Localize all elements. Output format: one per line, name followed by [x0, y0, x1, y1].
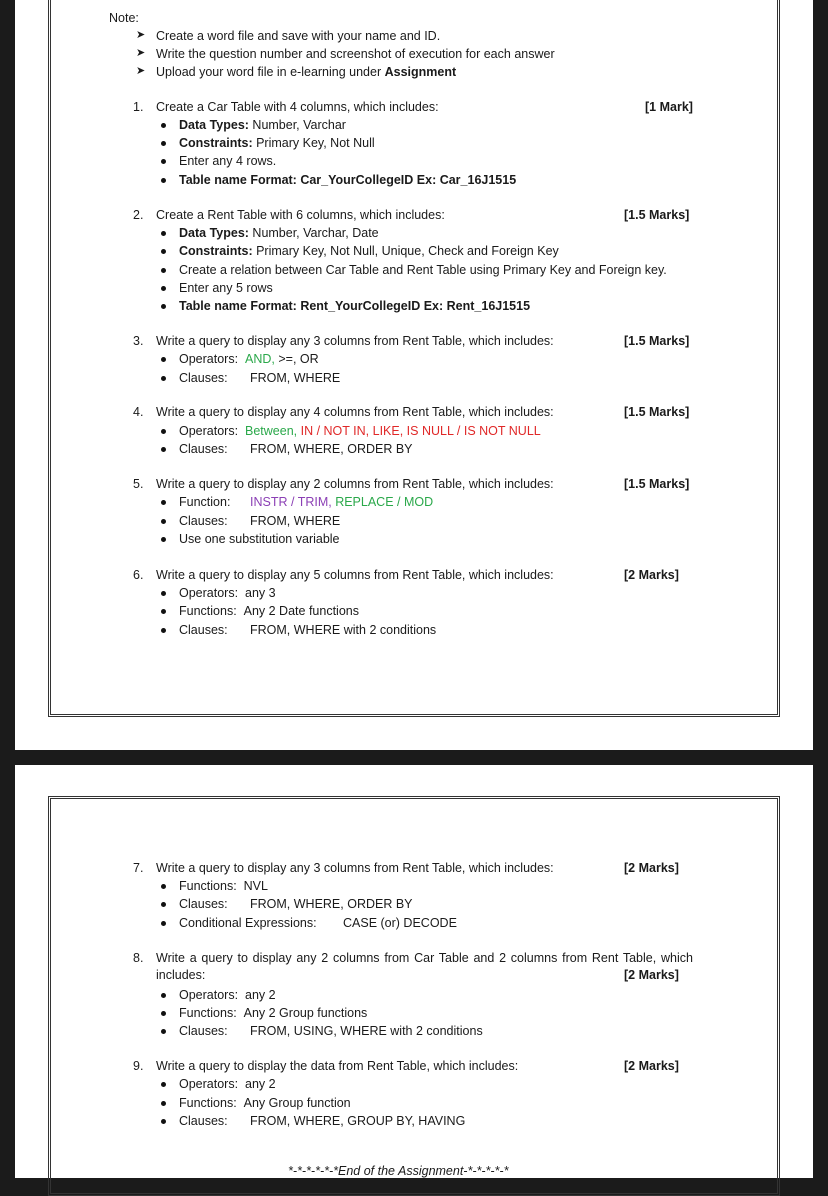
q1-marks: [1 Mark]: [645, 100, 693, 114]
q4-number: 4.: [133, 405, 144, 419]
bullet-icon: [161, 231, 166, 236]
bullet-icon: [161, 268, 166, 273]
q2-marks: [1.5 Marks]: [624, 208, 690, 222]
q9-operators: Operators: any 2: [179, 1077, 276, 1091]
q6-functions: Functions: Any 2 Date functions: [179, 604, 359, 618]
q4-clauses-value: FROM, WHERE, ORDER BY: [250, 442, 413, 456]
q2-table-format: Table name Format: Rent_YourCollegeID Ex: Rent_16J1515: [179, 299, 531, 313]
q5-function-label: Function:: [179, 495, 231, 509]
q4-clauses-label: Clauses:: [179, 442, 228, 456]
q7-clauses-value: FROM, WHERE, ORDER BY: [250, 897, 413, 911]
bullet-icon: [161, 537, 166, 542]
bullet-icon: [161, 1082, 166, 1087]
bullet-icon: [161, 1101, 166, 1106]
q2-number: 2.: [133, 208, 144, 222]
q2-text: Create a Rent Table with 6 columns, which includes:: [156, 208, 445, 222]
q2-rows: Enter any 5 rows: [179, 281, 273, 295]
q4-operators: Operators: Between, IN / NOT IN, LIKE, IS NULL / IS NOT NULL: [179, 424, 541, 438]
q8-operators: Operators: any 2: [179, 988, 276, 1002]
q2-datatypes: Data Types: Number, Varchar, Date: [179, 226, 379, 240]
page-border: [48, 796, 780, 1196]
q9-number: 9.: [133, 1059, 144, 1073]
note-title: Note:: [109, 11, 139, 25]
q6-clauses-label: Clauses:: [179, 623, 228, 637]
q3-clauses-label: Clauses:: [179, 371, 228, 385]
bullet-icon: [161, 1029, 166, 1034]
q9-clauses-value: FROM, WHERE, GROUP BY, HAVING: [250, 1114, 466, 1128]
note-item-3: Upload your word file in e-learning under Assignment: [156, 65, 457, 79]
q7-number: 7.: [133, 861, 144, 875]
bullet-icon: [161, 123, 166, 128]
q6-operators: Operators: any 3: [179, 586, 276, 600]
q7-conditional-label: Conditional Expressions:: [179, 916, 317, 930]
q7-marks: [2 Marks]: [624, 861, 679, 875]
q8-clauses-label: Clauses:: [179, 1024, 228, 1038]
bullet-icon: [161, 884, 166, 889]
q1-table-format: Table name Format: Car_YourCollegeID Ex: Car_16J1515: [179, 173, 517, 187]
bullet-icon: [161, 286, 166, 291]
q6-number: 6.: [133, 568, 144, 582]
end-of-assignment: *-*-*-*-*-*End of the Assignment-*-*-*-*-*: [288, 1164, 509, 1178]
q9-clauses-label: Clauses:: [179, 1114, 228, 1128]
q5-clauses-value: FROM, WHERE: [250, 514, 341, 528]
q1-datatypes: Data Types: Number, Varchar: [179, 118, 346, 132]
q2-relation: Create a relation between Car Table and Rent Table using Primary Key and Foreign key.: [179, 263, 667, 277]
document-page-1: [15, 0, 813, 750]
q9-marks: [2 Marks]: [624, 1059, 679, 1073]
bullet-icon: [161, 1011, 166, 1016]
q5-text: Write a query to display any 2 columns from Rent Table, which includes:: [156, 477, 554, 491]
bullet-icon: [161, 304, 166, 309]
q9-text: Write a query to display the data from Rent Table, which includes:: [156, 1059, 519, 1073]
bullet-icon: [161, 609, 166, 614]
q4-text: Write a query to display any 4 columns from Rent Table, which includes:: [156, 405, 554, 419]
q5-marks: [1.5 Marks]: [624, 477, 690, 491]
note-item-1: Create a word file and save with your name and ID.: [156, 29, 441, 43]
bullet-icon: [161, 1119, 166, 1124]
bullet-icon: [161, 628, 166, 633]
q5-substitution: Use one substitution variable: [179, 532, 340, 546]
q3-operators: Operators: AND, >=, OR: [179, 352, 319, 366]
q6-clauses-value: FROM, WHERE with 2 conditions: [250, 623, 437, 637]
q8-number: 8.: [133, 951, 144, 965]
q6-text: Write a query to display any 5 columns from Rent Table, which includes:: [156, 568, 554, 582]
q8-functions: Functions: Any 2 Group functions: [179, 1006, 368, 1020]
q7-text: Write a query to display any 3 columns from Rent Table, which includes:: [156, 861, 554, 875]
bullet-icon: [161, 249, 166, 254]
q1-text: Create a Car Table with 4 columns, which includes:: [156, 100, 439, 114]
q7-conditional-value: CASE (or) DECODE: [343, 916, 457, 930]
q9-functions: Functions: Any Group function: [179, 1096, 351, 1110]
note-item-2: Write the question number and screenshot of execution for each answer: [156, 47, 555, 61]
q1-number: 1.: [133, 100, 144, 114]
bullet-icon: [161, 429, 166, 434]
bullet-icon: [161, 376, 166, 381]
q5-clauses-label: Clauses:: [179, 514, 228, 528]
bullet-icon: [161, 591, 166, 596]
q3-text: Write a query to display any 3 columns from Rent Table, which includes:: [156, 334, 554, 348]
q8-text: Write a query to display any 2 columns from Car Table and 2 columns from Rent Table, which: [156, 951, 693, 965]
bullet-icon: [161, 500, 166, 505]
q3-number: 3.: [133, 334, 144, 348]
bullet-icon: [161, 178, 166, 183]
arrow-bullet-icon: ➤: [136, 47, 146, 59]
q8-marks: [2 Marks]: [624, 968, 679, 982]
bullet-icon: [161, 159, 166, 164]
q5-number: 5.: [133, 477, 144, 491]
q7-functions: Functions: NVL: [179, 879, 268, 893]
bullet-icon: [161, 921, 166, 926]
bullet-icon: [161, 357, 166, 362]
q1-rows: Enter any 4 rows.: [179, 154, 277, 168]
bullet-icon: [161, 519, 166, 524]
arrow-bullet-icon: ➤: [136, 29, 146, 41]
bullet-icon: [161, 902, 166, 907]
arrow-bullet-icon: ➤: [136, 65, 146, 77]
q1-constraints: Constraints: Primary Key, Not Null: [179, 136, 375, 150]
q4-marks: [1.5 Marks]: [624, 405, 690, 419]
q7-clauses-label: Clauses:: [179, 897, 228, 911]
q5-function-value: INSTR / TRIM, REPLACE / MOD: [250, 495, 434, 509]
q2-constraints: Constraints: Primary Key, Not Null, Unique, Check and Foreign Key: [179, 244, 559, 258]
document-page-2: [15, 765, 813, 1178]
bullet-icon: [161, 141, 166, 146]
q8-clauses-value: FROM, USING, WHERE with 2 conditions: [250, 1024, 483, 1038]
bullet-icon: [161, 447, 166, 452]
q3-marks: [1.5 Marks]: [624, 334, 690, 348]
q3-clauses-value: FROM, WHERE: [250, 371, 341, 385]
q6-marks: [2 Marks]: [624, 568, 679, 582]
bullet-icon: [161, 993, 166, 998]
q8-text-cont: includes:: [156, 968, 206, 982]
